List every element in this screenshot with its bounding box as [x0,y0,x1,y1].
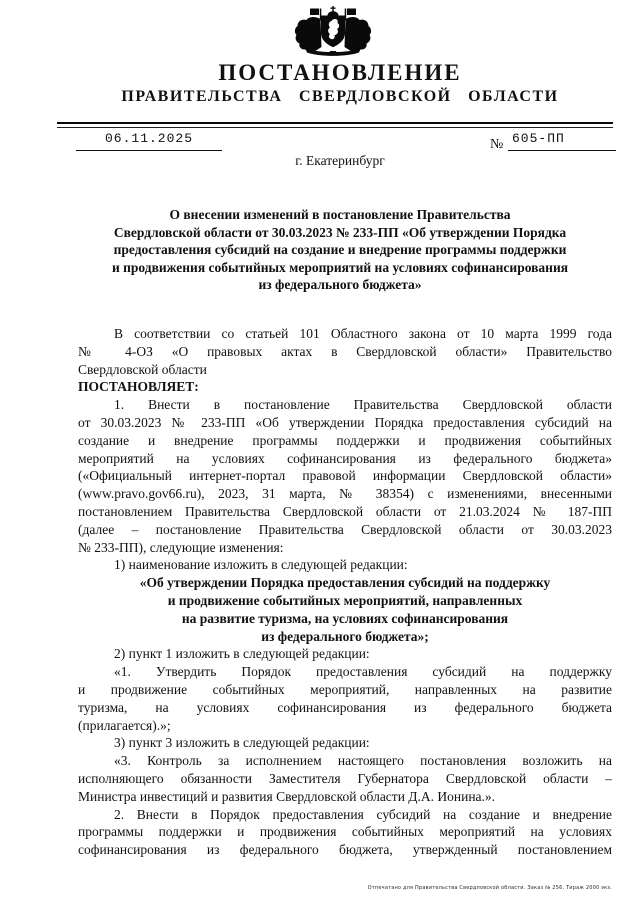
body-line: В соответствии со статьей 101 Областного закона от 10 марта 1999 года [114,326,612,341]
number-sign-label: № [490,137,504,152]
document-date: 06.11.2025 [76,131,222,151]
coat-of-arms-icon [283,6,383,56]
document-title [73,206,607,294]
body-line: (далее – постановление Правительства Свердловской области от 30.03.2023 [78,521,612,537]
body-line: от 30.03.2023 № 233-ПП «Об утверждении Порядка предоставления субсидий на [78,414,612,430]
body-line: исполняющего обязанности Заместителя Губернатора Свердловской области – [78,770,612,786]
body-line: 1. Внести в постановление Правительства Свердловской области [114,397,612,413]
body-line: «3. Контроль за исполнением настоящего постановления возложить на [114,753,612,769]
title-line: Свердловской области от 30.03.2023 № 233-ПП «Об утверждении Порядка [113,224,567,240]
body-line: № 233-ПП), следующие изменения: [78,539,284,555]
title-line: О внесении изменений в постановление Правительства [169,207,511,222]
body-line: (www.pravo.gov66.ru), 2023, 31 марта, № 38354) с изменениями, внесенными [78,486,612,502]
body-line: софинансирования из федерального бюджета, утвержденный постановлением [78,842,612,858]
body-line: (прилагается).»; [78,717,171,733]
body-line: мероприятий на условиях софинансирования из федерального бюджета» [78,450,612,466]
body-line: постановлением Правительства Свердловской области от 21.03.2024 № 187-ПП [78,503,612,519]
document-type-heading: ПОСТАНОВЛЕНИЕ [218,60,462,85]
document-number: 605-ПП [508,131,616,151]
amended-title-line: «Об утверждении Порядка предоставления субсидий на поддержку [139,575,551,591]
amended-title-line: из федерального бюджета»; [261,628,429,644]
body-line: создание и внедрение программы поддержки и продвижения событийных [78,432,612,448]
title-line: предоставления субсидий на создание и внедрение программы поддержки [113,242,567,258]
body-line: «1. Утвердить Порядок предоставления субсидий на поддержку [114,664,612,680]
body-line: 2) пункт 1 изложить в следующей редакции: [114,646,370,662]
body-line: («Официальный интернет-портал правовой информации Свердловской области» [78,468,612,484]
body-line: Свердловской области [78,361,207,377]
amended-title-line: и продвижение событийных мероприятий, направленных [167,592,523,608]
body-line: 2. Внести в Порядок предоставления субсидий на создание и внедрение [114,806,612,822]
body-line: Министра инвестиций и развития Свердловской области Д.А. Ионина.». [78,788,496,804]
header-divider [57,122,613,128]
amended-title-line: на развитие туризма, на условиях софинансирования [181,610,509,626]
body-line: № 4-ОЗ «О правовых актах в Свердловской области» Правительство [78,343,612,359]
body-line: и продвижение событийных мероприятий, направленных на развитие [78,681,612,697]
document-body [78,325,612,859]
body-line: программы поддержки и продвижения событийных мероприятий на условиях [78,824,612,840]
body-line: 3) пункт 3 изложить в следующей редакции: [114,735,370,751]
body-line-resolves: ПОСТАНОВЛЯЕТ: [78,379,199,395]
title-line: из федерального бюджета» [258,277,422,293]
title-line: и продвижения событийных мероприятий на условиях софинансирования [111,259,569,275]
issuing-authority-heading: ПРАВИТЕЛЬСТВА СВЕРДЛОВСКОЙ ОБЛАСТИ [121,88,559,105]
print-imprint: Отпечатано для Правительства Свердловской области. Заказ № 256. Тираж 2000 экз. [367,885,612,891]
body-line: туризма, на условиях софинансирования из федерального бюджета [78,699,612,715]
body-line: 1) наименование изложить в следующей редакции: [114,557,408,573]
city-line: г. Екатеринбург [295,153,385,168]
